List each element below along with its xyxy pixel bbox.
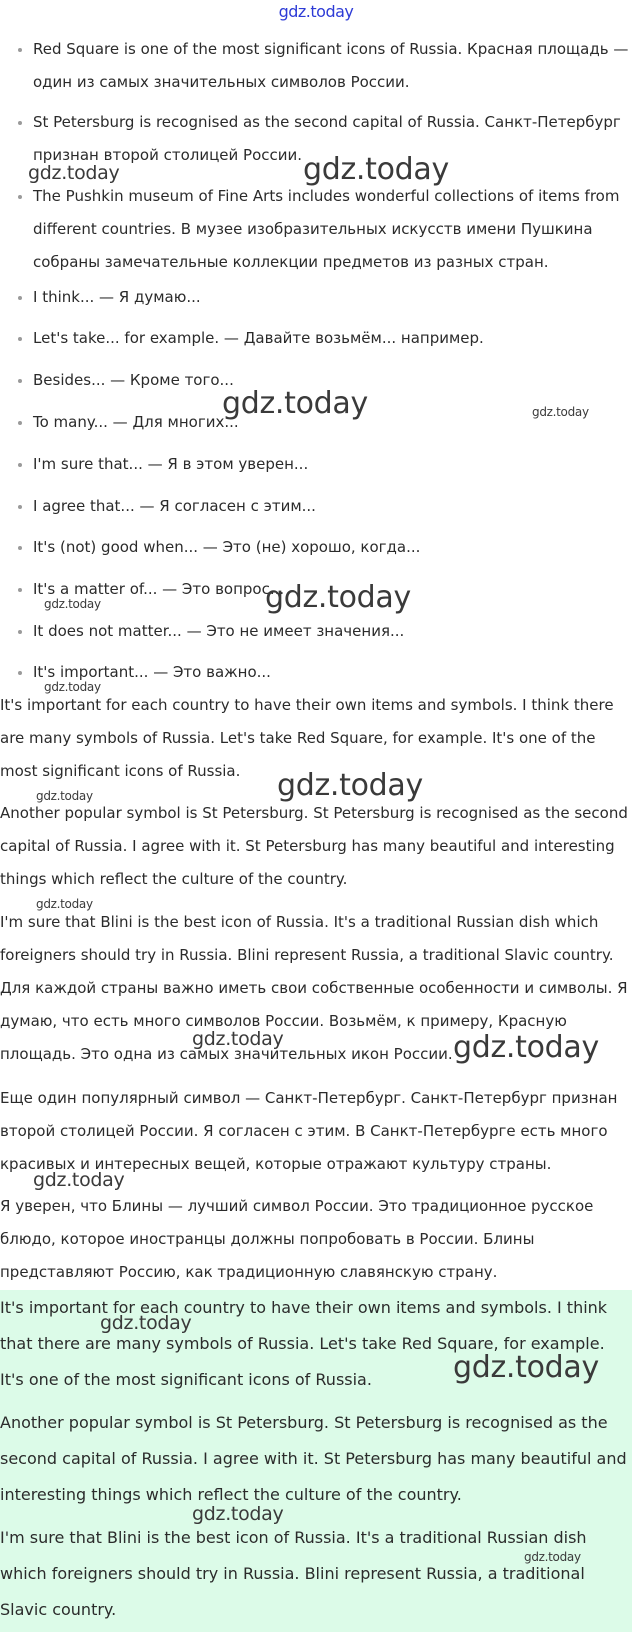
list-item: I agree that... — Я согласен с этим... [33, 490, 629, 523]
watermark: gdz.today [33, 1169, 125, 1191]
essay-paragraph-ru: Я уверен, что Блины — лучший символ России. Это традиционное русское блюдо, которое иностранцы должны попробовать в России. Блины представляют Россию, как традиционную славянскую страну. [0, 1197, 594, 1281]
list-item: Let's take... for example. — Давайте возьмём... например. [33, 322, 629, 355]
list-item: It does not matter... — Это не имеет значения... [33, 615, 629, 648]
watermark: gdz.today [44, 680, 101, 694]
watermark: gdz.today [44, 597, 101, 611]
essay-paragraph-ru: Еще один популярный символ — Санкт-Петербург. Санкт-Петербург признан второй столицей России. Я согласен с этим. В Санкт-Петербурге есть много красивых и интересных вещей, которые отражают культуру страны. [0, 1089, 618, 1173]
watermark: gdz.today [303, 152, 449, 187]
list-item: I think... — Я думаю... [33, 281, 629, 314]
list-item: It's a matter of... — Это вопрос... [33, 573, 629, 606]
essay-paragraph-en: I'm sure that Blini is the best icon of Russia. It's a traditional Russian dish which foreigners should try in Russia. Blini represent Russia, a traditional Slavic country. [0, 913, 614, 964]
list-item: I'm sure that... — Я в этом уверен... [33, 448, 629, 481]
list-item: It's important... — Это важно... [33, 656, 629, 689]
answer-paragraph: Another popular symbol is St Petersburg. St Petersburg is recognised as the second capital of Russia. I agree with it. St Petersburg has many beautiful and interesting things which reflect the culture of the country. [0, 1413, 627, 1504]
watermark: gdz.today [453, 1030, 599, 1065]
list-item: Red Square is one of the most significant icons of Russia. Красная площадь — один из самых значительных символов России. [33, 33, 629, 99]
list-item: Besides... — Кроме того... [33, 364, 629, 397]
list-item: To many... — Для многих... [33, 406, 629, 439]
watermark: gdz.today [453, 1350, 599, 1385]
watermark: gdz.today [277, 768, 423, 803]
watermark: gdz.today [222, 386, 368, 421]
list-item: The Pushkin museum of Fine Arts includes wonderful collections of items from different countries. В музее изобразительных искусств имени Пушкина собраны замечательные коллекции предметов из разных стран. [33, 180, 629, 279]
watermark: gdz.today [192, 1503, 284, 1525]
watermark: gdz.today [28, 162, 120, 184]
watermark: gdz.today [192, 1028, 284, 1050]
answer-paragraph: I'm sure that Blini is the best icon of Russia. It's a traditional Russian dish which foreigners should try in Russia. Blini represent Russia, a traditional Slavic country. [0, 1528, 587, 1619]
essay-paragraph-ru: Для каждой страны важно иметь свои собственные особенности и символы. Я думаю, что есть много символов России. Возьмём, к примеру, Красную площадь. Это одна из самых значительных икон России. [0, 979, 628, 1063]
watermark: gdz.today [532, 405, 589, 419]
watermark: gdz.today [36, 789, 93, 803]
site-logo[interactable]: gdz.today [278, 2, 354, 21]
list-item: St Petersburg is recognised as the second capital of Russia. Санкт-Петербург признан второй столицей России. [33, 106, 629, 172]
essay-paragraph-en: Another popular symbol is St Petersburg. St Petersburg is recognised as the second capital of Russia. I agree with it. St Petersburg has many beautiful and interesting things which reflect the culture of the country. [0, 804, 628, 888]
list-item: It's (not) good when... — Это (не) хорошо, когда... [33, 531, 629, 564]
watermark: gdz.today [36, 897, 93, 911]
essay-paragraph-en: It's important for each country to have their own items and symbols. I think there are many symbols of Russia. Let's take Red Square, for example. It's one of the most significant icons of Russia. [0, 696, 614, 780]
answer-paragraph: It's important for each country to have their own items and symbols. I think that there are many symbols of Russia. Let's take Red Square, for example. It's one of the most significant icons of Russia. [0, 1298, 608, 1389]
watermark: gdz.today [265, 580, 411, 615]
watermark: gdz.today [100, 1312, 192, 1334]
answer-box [0, 1290, 632, 1632]
watermark: gdz.today [524, 1550, 581, 1564]
